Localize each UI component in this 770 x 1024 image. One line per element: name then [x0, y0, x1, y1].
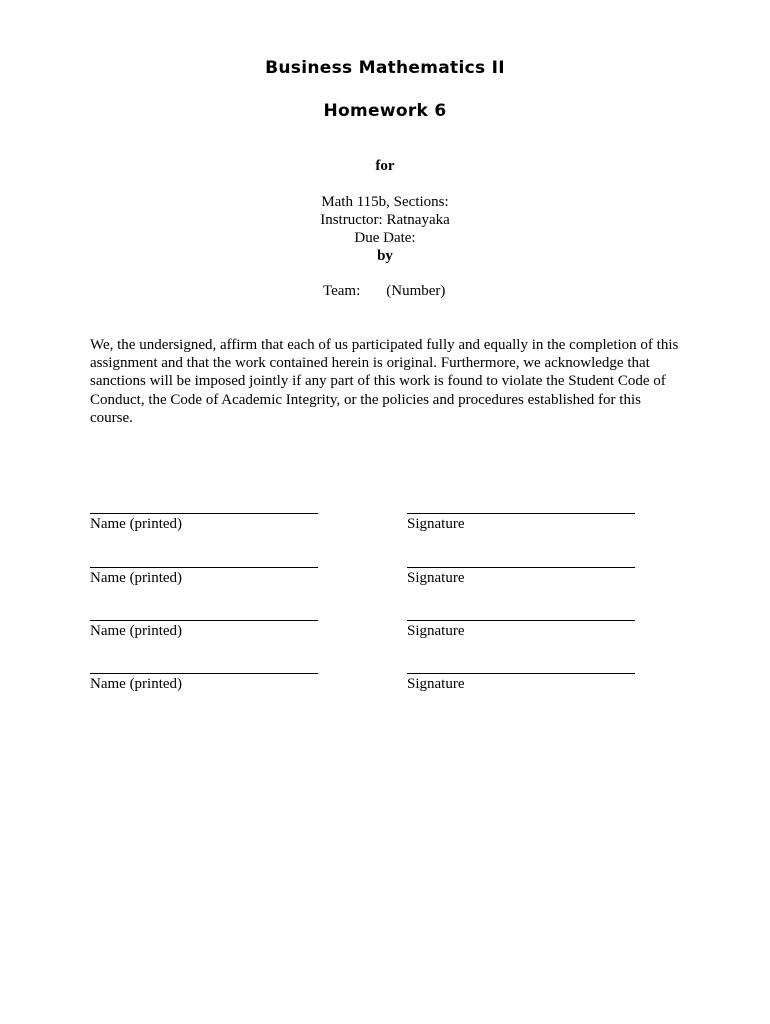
signature-field[interactable] — [407, 499, 635, 533]
team-line — [323, 283, 445, 300]
course-title: Business Mathematics II — [265, 58, 505, 78]
name-field[interactable] — [90, 659, 318, 693]
signature-label: Signature — [407, 676, 465, 692]
course-info-block — [0, 193, 770, 265]
name-blank-line[interactable] — [90, 553, 318, 568]
name-label: Name (printed) — [90, 570, 183, 586]
by-label: by — [377, 248, 393, 264]
signature-label: Signature — [407, 623, 465, 639]
team-label: Team: — [323, 283, 361, 299]
name-label: Name (printed) — [90, 623, 183, 639]
name-field[interactable] — [90, 606, 318, 640]
signature-field[interactable] — [407, 659, 635, 693]
name-blank-line[interactable] — [90, 499, 318, 514]
signature-row — [90, 553, 650, 593]
name-label: Name (printed) — [90, 676, 183, 692]
signature-blank-line[interactable] — [407, 606, 635, 621]
name-label: Name (printed) — [90, 516, 183, 532]
signature-blank-line[interactable] — [407, 499, 635, 514]
team-number-label: (Number) — [386, 283, 446, 299]
instructor-line: Instructor: Ratnayaka — [320, 212, 450, 228]
signature-row — [90, 606, 650, 646]
due-date-line: Due Date: — [354, 230, 416, 246]
signature-blank-line[interactable] — [407, 659, 635, 674]
integrity-statement: We, the undersigned, affirm that each of us participated fully and equally in the completion of this assignment and that the work contained herein is original. Furthermore, we acknowledge that sanctions will be imposed jointly if any part of this work is found to violate the Student Code of Conduct, the Code of Academic Integrity, or the policies and procedures established for this course. — [90, 337, 679, 426]
assignment-title: Homework 6 — [323, 101, 447, 121]
for-label: for — [375, 158, 395, 174]
signature-label: Signature — [407, 516, 465, 532]
name-blank-line[interactable] — [90, 606, 318, 621]
signature-field[interactable] — [407, 553, 635, 587]
signature-row — [90, 659, 650, 699]
course-line: Math 115b, Sections: — [321, 194, 449, 210]
name-blank-line[interactable] — [90, 659, 318, 674]
name-field[interactable] — [90, 553, 318, 587]
signature-row — [90, 499, 650, 539]
signature-field[interactable] — [407, 606, 635, 640]
name-field[interactable] — [90, 499, 318, 533]
signature-label: Signature — [407, 570, 465, 586]
signature-blank-line[interactable] — [407, 553, 635, 568]
